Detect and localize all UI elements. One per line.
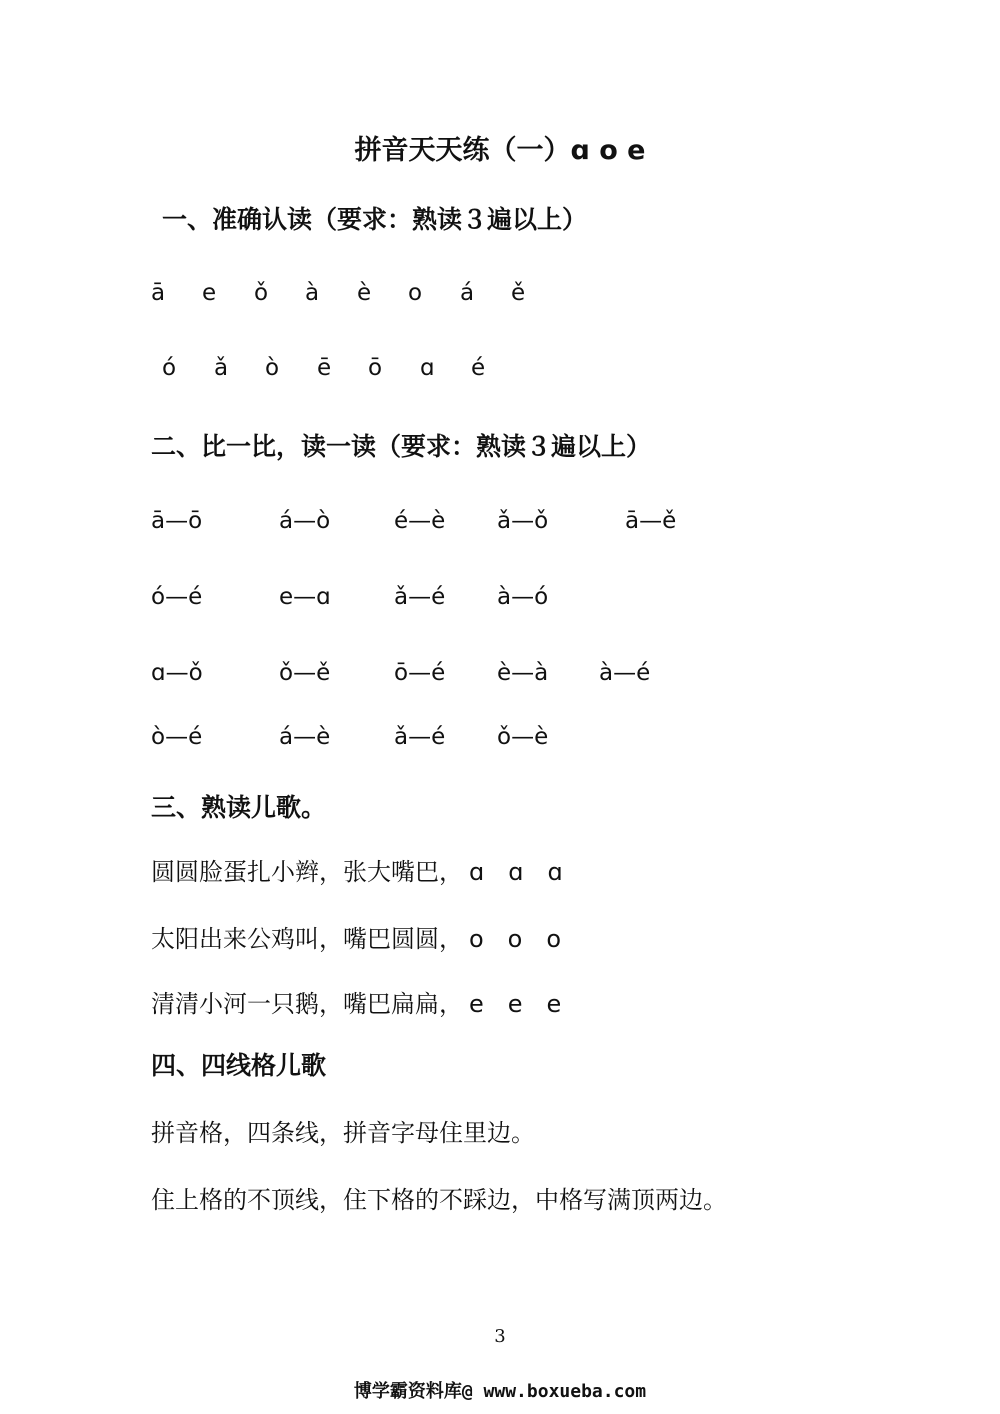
rhyme-text: 清清小河一只鹅，嘴巴扁扁， [151,990,463,1018]
pinyin-pair: ō—é [394,660,446,686]
pinyin-pair: ǒ—è [497,724,549,750]
pinyin-pair: ò—é [151,724,203,750]
pinyin-syllable: ɑ [420,355,435,381]
pinyin-pair: ǎ—é [394,584,446,610]
rhyme-line [151,852,563,887]
section1-heading: 一、准确认读（要求：熟读３遍以上） [162,205,588,234]
pinyin-syllable: à [305,280,320,306]
pinyin-syllable: è [357,280,372,306]
rhyme-sound: e e e [469,990,562,1018]
page-number: 3 [494,1326,506,1347]
rhyme-sound: ɑ ɑ ɑ [469,858,563,886]
pinyin-syllable: e [202,280,217,306]
pinyin-pair: ó—é [151,584,203,610]
pinyin-syllable: ǎ [214,355,229,381]
rhyme-line [151,919,561,954]
pinyin-pair: e—ɑ [279,584,331,610]
pinyin-pair: ǎ—é [394,724,446,750]
rhyme-text: 圆圆脸蛋扎小辫，张大嘴巴， [151,858,463,886]
pinyin-syllable: ó [162,355,177,381]
pinyin-syllable: á [460,280,475,306]
pinyin-pair: á—ò [279,508,331,534]
pinyin-pair: à—ó [497,584,549,610]
pinyin-pair: ā—ō [151,508,203,534]
pinyin-pair: ā—ě [625,508,677,534]
pinyin-syllable: ǒ [254,280,269,306]
pinyin-syllable: ò [265,355,280,381]
pinyin-pair: á—è [279,724,331,750]
pinyin-syllable: ē [317,355,332,381]
footer-watermark: 博学霸资料库@ www.boxueba.com [353,1381,647,1402]
section4-heading: 四、四线格儿歌 [151,1051,327,1080]
pinyin-syllable: ě [511,280,526,306]
rhyme-sound: o o o [469,925,562,953]
grid-rhyme-line: 住上格的不顶线，住下格的不踩边，中格写满顶两边。 [151,1186,727,1214]
rhyme-line [151,984,561,1019]
pinyin-pair: é—è [394,508,446,534]
rhyme-text: 太阳出来公鸡叫，嘴巴圆圆， [151,925,463,953]
pinyin-pair: à—é [599,660,651,686]
pinyin-pair: ɑ—ǒ [151,660,203,686]
pinyin-syllable: é [471,355,486,381]
pinyin-syllable: ō [368,355,383,381]
grid-rhyme-line: 拼音格，四条线，拼音字母住里边。 [151,1119,535,1147]
pinyin-syllable: ā [151,280,166,306]
pinyin-pair: è—à [497,660,549,686]
pinyin-pair: ǒ—ě [279,660,331,686]
page-title: 拼音天天练（一）ɑ o e [354,135,646,166]
pinyin-syllable: o [408,280,423,306]
pinyin-pair: ǎ—ǒ [497,508,549,534]
section3-heading: 三、熟读儿歌。 [151,793,327,822]
section2-heading: 二、比一比，读一读（要求：熟读３遍以上） [151,432,652,461]
